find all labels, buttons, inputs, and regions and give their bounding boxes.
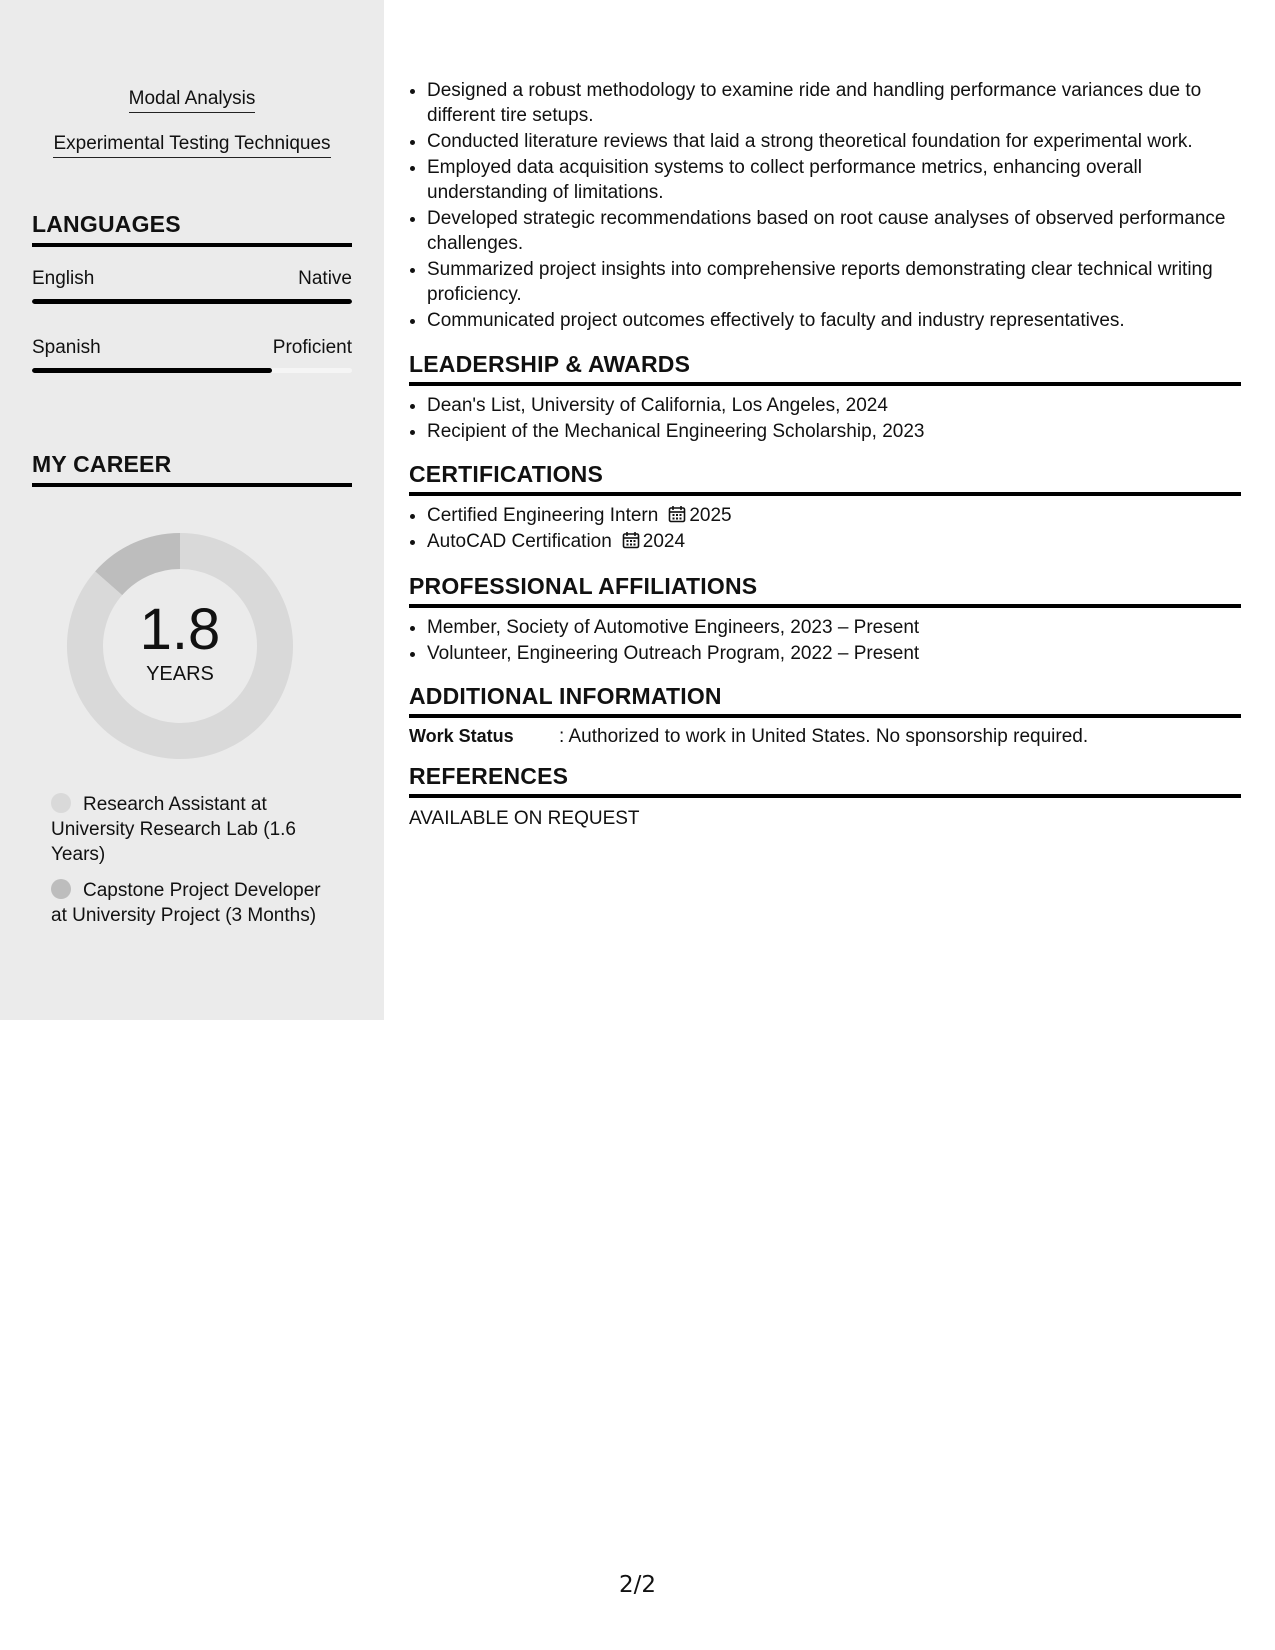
affiliations-list: [409, 615, 1241, 666]
language-level: Native: [298, 268, 352, 289]
certifications-list: [409, 503, 1241, 554]
list-item: • Summarized project insights into comprehensive reports demonstrating clear technical writing proficiency.: [427, 257, 1241, 307]
sidebar: [0, 0, 384, 1020]
skill-label: Experimental Testing Techniques: [53, 133, 330, 158]
list-item: • Recipient of the Mechanical Engineering Scholarship, 2023: [427, 419, 1241, 444]
page-number: 2/2: [618, 1572, 656, 1598]
language-name: Spanish: [32, 337, 101, 358]
leadership-list: [409, 393, 1241, 444]
leadership-heading: LEADERSHIP & AWARDS: [409, 351, 1241, 386]
main-content: [409, 78, 1241, 830]
legend-dot: [51, 793, 71, 813]
language-row-english: [32, 268, 352, 290]
legend-dot: [51, 879, 71, 899]
experience-bullets: [409, 78, 1241, 333]
language-bar-spanish: [32, 368, 352, 373]
skill-modal-analysis[interactable]: [0, 88, 384, 113]
calendar-icon: [668, 505, 686, 523]
career-donut-chart: [66, 532, 294, 760]
skill-label: Modal Analysis: [129, 88, 256, 113]
additional-info-heading: ADDITIONAL INFORMATION: [409, 683, 1241, 718]
list-item: • Conducted literature reviews that laid a strong theoretical foundation for experimental work.: [427, 129, 1241, 154]
calendar-icon: [622, 531, 640, 549]
certification-year: 2024: [642, 531, 686, 552]
list-item: • Volunteer, Engineering Outreach Program, 2022 – Present: [427, 641, 1241, 666]
list-item: • Member, Society of Automotive Engineers, 2023 – Present: [427, 615, 1241, 640]
work-status-row: [409, 724, 1241, 749]
donut-center: [66, 532, 294, 760]
career-unit: YEARS: [146, 662, 214, 685]
certifications-heading: CERTIFICATIONS: [409, 461, 1241, 496]
list-item: • Employed data acquisition systems to collect performance metrics, enhancing overall understanding of limitations.: [427, 155, 1241, 205]
career-heading: MY CAREER: [32, 451, 352, 487]
language-name: English: [32, 268, 95, 289]
career-item-research: [51, 792, 326, 867]
language-row-spanish: [32, 337, 352, 359]
career-item-capstone: [51, 878, 326, 928]
work-status-label: Work Status: [409, 726, 514, 746]
affiliations-heading: PROFESSIONAL AFFILIATIONS: [409, 573, 1241, 608]
certification-year: 2025: [689, 505, 732, 526]
career-item-label: Capstone Project Developer at University Project (3 Months): [51, 880, 321, 926]
certification-name: AutoCAD Certification: [427, 531, 612, 552]
language-bar-english: [32, 299, 352, 304]
language-bar-fill: [32, 368, 272, 373]
work-status-value: : Authorized to work in United States. No sponsorship required.: [559, 726, 1089, 747]
language-bar-fill: [32, 299, 352, 304]
list-item: [427, 529, 1241, 554]
list-item: • Dean's List, University of California, Los Angeles, 2024: [427, 393, 1241, 418]
list-item: • Developed strategic recommendations based on root cause analyses of observed performance challenges.: [427, 206, 1241, 256]
references-text: AVAILABLE ON REQUEST: [409, 808, 640, 829]
language-level: Proficient: [272, 337, 352, 358]
list-item: [427, 503, 1241, 528]
career-total: 1.8: [139, 596, 221, 662]
certification-name: Certified Engineering Intern: [427, 505, 659, 526]
list-item: • Communicated project outcomes effectively to faculty and industry representatives.: [427, 308, 1241, 333]
languages-heading: LANGUAGES: [32, 211, 352, 247]
skill-experimental-testing[interactable]: [0, 133, 384, 158]
career-item-label: Research Assistant at University Research Lab (1.6 Years): [51, 794, 296, 865]
references-heading: REFERENCES: [409, 763, 1241, 798]
list-item: • Designed a robust methodology to examine ride and handling performance variances due to different tire setups.: [427, 78, 1241, 128]
